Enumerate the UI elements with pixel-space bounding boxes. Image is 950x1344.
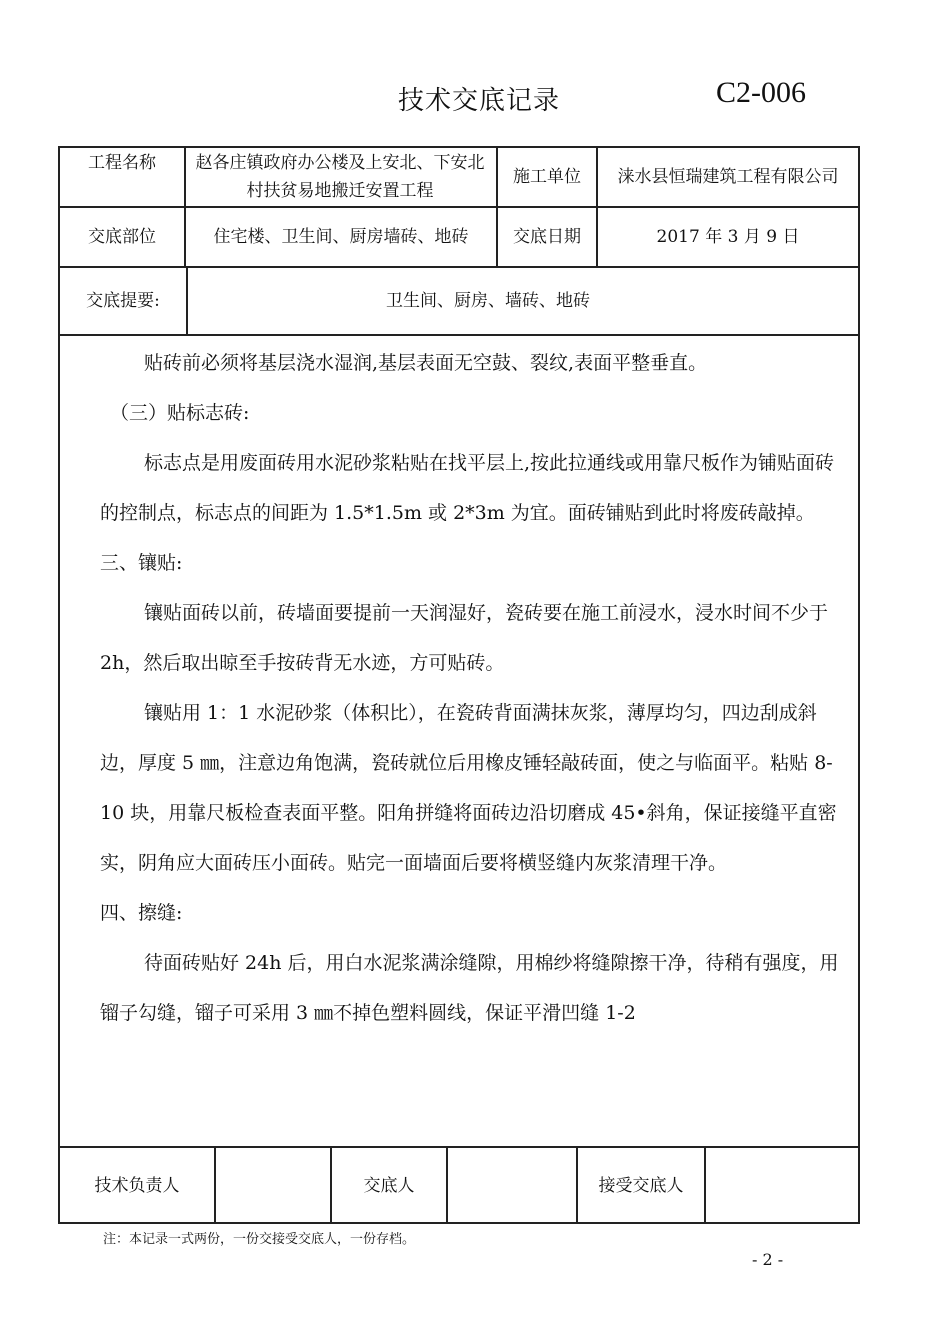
- disclosure-part-label: 交底部位: [88, 227, 156, 247]
- discloser-label: 交底人: [363, 1176, 415, 1196]
- receiver-label: 接受交底人: [598, 1176, 684, 1196]
- receiver-signature[interactable]: [706, 1148, 858, 1224]
- disclosure-content: [100, 338, 842, 1038]
- tech-lead-signature[interactable]: [216, 1148, 330, 1224]
- document-title: 技术交底记录: [398, 86, 561, 116]
- row-divider: [58, 334, 860, 336]
- page-number: - 2 -: [752, 1250, 784, 1269]
- contractor-value: 涞水县恒瑞建筑工程有限公司: [617, 167, 839, 187]
- project-name-label: 工程名称: [88, 153, 156, 173]
- paragraph: 标志点是用废面砖用水泥砂浆粘贴在找平层上,按此拉通线或用靠尺板作为铺贴面砖的控制点，标志点的间距为 1.5*1.5m 或 2*3m 为宜。面砖铺贴到此时将废砖敲掉。: [100, 452, 835, 524]
- discloser-signature[interactable]: [448, 1148, 576, 1224]
- summary-value: 卫生间、厨房、墙砖、地砖: [386, 291, 590, 311]
- section-heading: 三、镶贴:: [100, 552, 183, 574]
- contractor-label: 施工单位: [513, 167, 581, 187]
- document-code: C2-006: [716, 76, 806, 109]
- section-heading: （三）贴标志砖:: [110, 402, 250, 424]
- summary-label: 交底提要:: [86, 291, 160, 311]
- project-name-value: 赵各庄镇政府办公楼及上安北、下安北村扶贫易地搬迁安置工程: [195, 153, 485, 201]
- footnote: 注：本记录一式两份，一份交接受交底人，一份存档。: [103, 1232, 416, 1247]
- paragraph: 待面砖贴好 24h 后，用白水泥浆满涂缝隙，用棉纱将缝隙擦干净，待稍有强度，用镏子勾缝，镏子可采用 3 ㎜不掉色塑料圆线，保证平滑凹缝 1-2: [100, 952, 839, 1024]
- tech-lead-label: 技术负责人: [94, 1176, 180, 1196]
- paragraph: 贴砖前必须将基层浇水湿润,基层表面无空鼓、裂纹,表面平整垂直。: [144, 352, 708, 374]
- disclosure-date-value: 2017 年 3 月 9 日: [656, 227, 800, 247]
- paragraph: 镶贴面砖以前，砖墙面要提前一天润湿好，瓷砖要在施工前浸水，浸水时间不少于 2h，然后取出晾至手按砖背无水迹，方可贴砖。: [100, 602, 829, 674]
- disclosure-date-label: 交底日期: [513, 227, 581, 247]
- paragraph: 镶贴用 1：1 水泥砂浆（体积比），在瓷砖背面满抹灰浆，薄厚均匀，四边刮成斜边，厚度 5 ㎜，注意边角饱满，瓷砖就位后用橡皮锤轻敲砖面，使之与临面平。粘贴 8-10 块，用靠尺板检查表面平整。阳角拼缝将面砖边沿切磨成 45•斜角，保证接缝平直密实，阴角应大面砖压小面砖。贴完一面墙面后要将横竖缝内灰浆清理干净。: [100, 702, 837, 874]
- disclosure-part-value: 住宅楼、卫生间、厨房墙砖、地砖: [213, 227, 469, 247]
- section-heading: 四、擦缝:: [100, 902, 183, 924]
